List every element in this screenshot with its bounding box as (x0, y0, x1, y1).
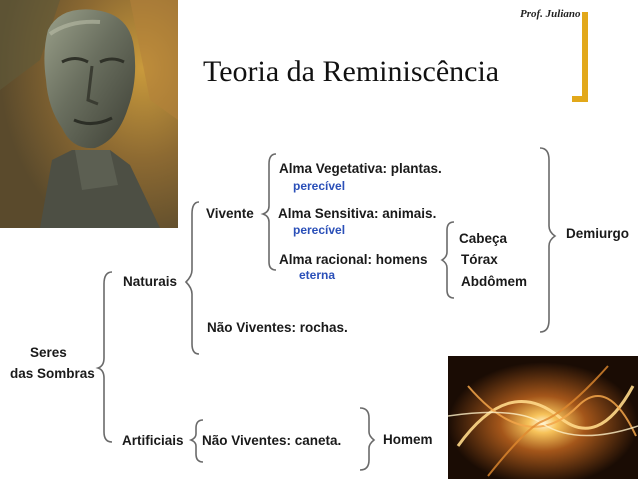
homem-label: Homem (383, 432, 433, 447)
cabeca-label: Cabeça (459, 231, 508, 246)
homem-bracket (360, 408, 374, 470)
body-parts-bracket (442, 222, 454, 298)
root-label-line2: das Sombras (10, 366, 95, 381)
vivente-bracket (263, 154, 276, 270)
alma-racional-label: Alma racional: homens (279, 252, 428, 267)
artificiais-label: Artificiais (122, 433, 184, 448)
nao-viventes-caneta-label: Não Viventes: caneta. (202, 433, 342, 448)
perecivel-label-1: perecível (293, 179, 346, 193)
root-label-line1: Seres (30, 345, 67, 360)
nao-viventes-rochas-label: Não Viventes: rochas. (207, 320, 348, 335)
page-title: Teoria da Reminiscência (203, 55, 500, 88)
demiurgo-bracket (540, 148, 555, 332)
root-bracket (98, 272, 112, 442)
demiurgo-label: Demiurgo (566, 226, 630, 241)
alma-vegetativa-label: Alma Vegetativa: plantas. (279, 161, 442, 176)
perecivel-label-2: perecível (293, 223, 346, 237)
torax-label: Tórax (461, 252, 498, 267)
abdomem-label: Abdômem (461, 274, 528, 289)
naturais-label: Naturais (123, 274, 178, 289)
alma-sensitiva-label: Alma Sensitiva: animais. (278, 206, 437, 221)
author-label: Prof. Juliano (520, 8, 581, 20)
naturais-bracket (186, 202, 199, 354)
vivente-label: Vivente (206, 206, 254, 221)
eterna-label: eterna (299, 268, 336, 282)
